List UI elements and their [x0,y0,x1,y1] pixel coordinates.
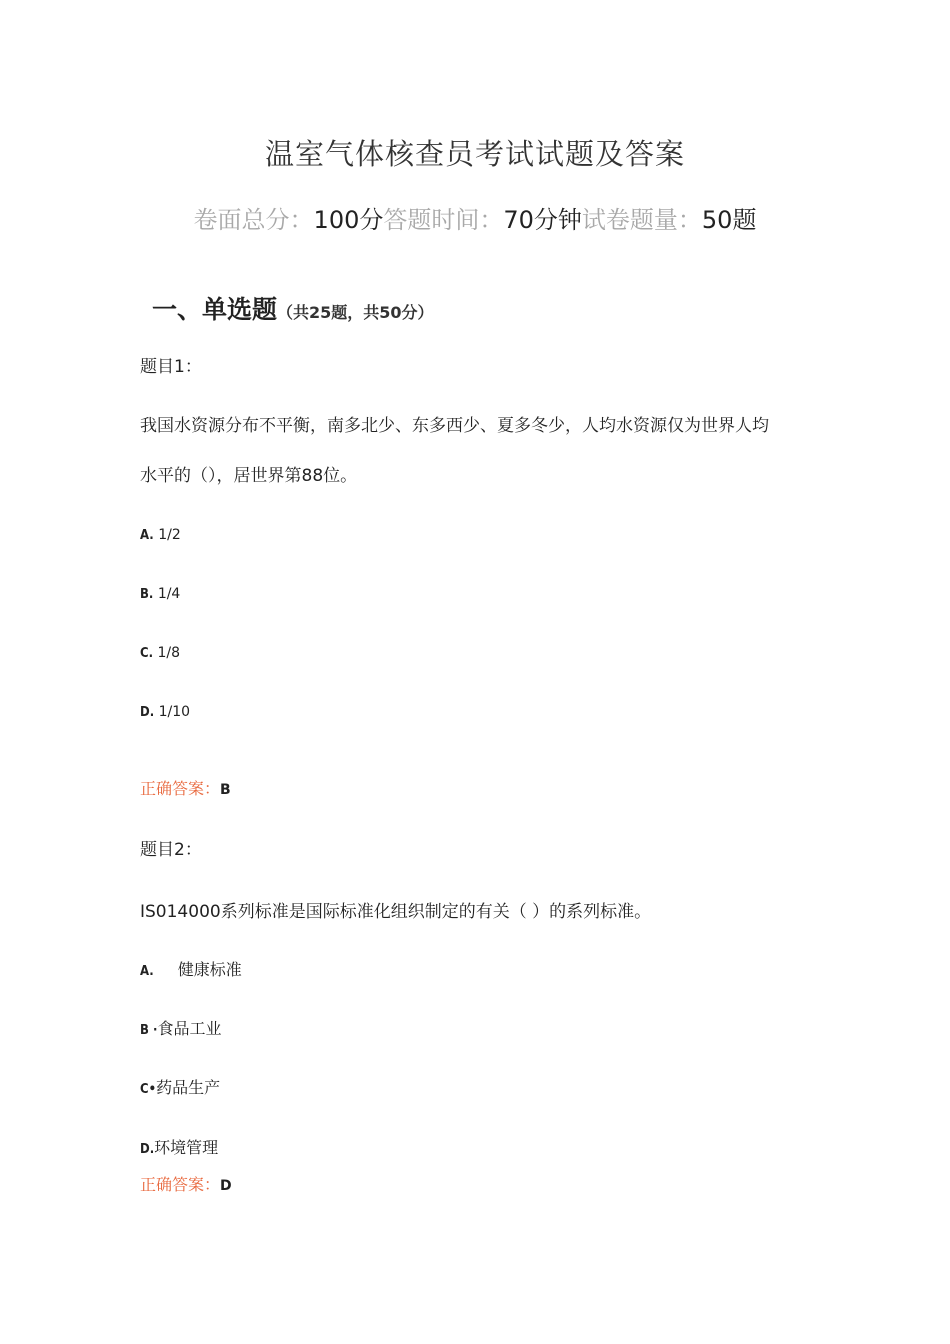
section-heading [152,290,434,326]
question-1-option-c[interactable] [140,645,180,661]
option-letter: C. [140,646,154,661]
question-1-text-line1: 我国水资源分布不平衡，南多北少、东多西少、夏多冬少，人均水资源仅为世界人均 [140,416,769,436]
total-score-value: 100分 [313,206,384,234]
option-letter: B. [140,587,154,602]
question-2-head: 题目2： [140,840,202,860]
answer-key: B [220,782,231,798]
question-1-answer [140,776,231,799]
option-text: 药品生产 [156,1078,221,1097]
option-letter: B · [140,1023,158,1038]
question-2-option-a[interactable] [140,957,242,980]
question-2-option-d[interactable] [140,1135,218,1158]
page-title: 温室气体核查员考试试题及答案 [264,137,685,171]
option-text: 环境管理 [154,1138,219,1157]
option-letter: D. [140,1142,155,1157]
option-text: 食品工业 [157,1019,222,1038]
option-letter: A. [140,964,154,979]
exam-meta [0,200,950,235]
option-text: 1/8 [157,645,181,661]
question-2-answer [140,1172,232,1195]
total-score-label: 卷面总分： [193,206,314,234]
option-text: 1/10 [158,704,191,720]
question-1-option-d[interactable] [140,704,190,720]
time-label: 答题时间： [383,206,504,234]
section-subtitle: （共25题，共50分） [277,303,434,322]
question-count-value: 50题 [701,206,757,234]
section-title: 一、单选题 [152,295,278,324]
answer-key: D [220,1178,232,1194]
question-count-label: 试卷题量： [581,206,702,234]
option-letter: D. [140,705,155,720]
option-letter: C• [140,1082,157,1097]
question-1-text-line2: 水平的（），居世界第88位。 [140,466,358,486]
question-2-option-c[interactable] [140,1075,220,1098]
answer-label: 正确答案： [140,1175,221,1194]
answer-label: 正确答案： [140,779,221,798]
option-letter: A. [140,528,154,543]
question-2-text-line1: IS014000系列标准是国际标准化组织制定的有关（ ）的系列标准。 [140,902,652,922]
time-value: 70分钟 [503,206,582,234]
question-2-option-b[interactable] [140,1016,221,1039]
option-text: 1/4 [157,586,181,602]
question-1-head: 题目1： [140,357,202,377]
question-1-option-a[interactable] [140,527,181,543]
question-1-option-b[interactable] [140,586,180,602]
option-text: 健康标准 [177,960,242,979]
option-text: 1/2 [158,527,181,543]
